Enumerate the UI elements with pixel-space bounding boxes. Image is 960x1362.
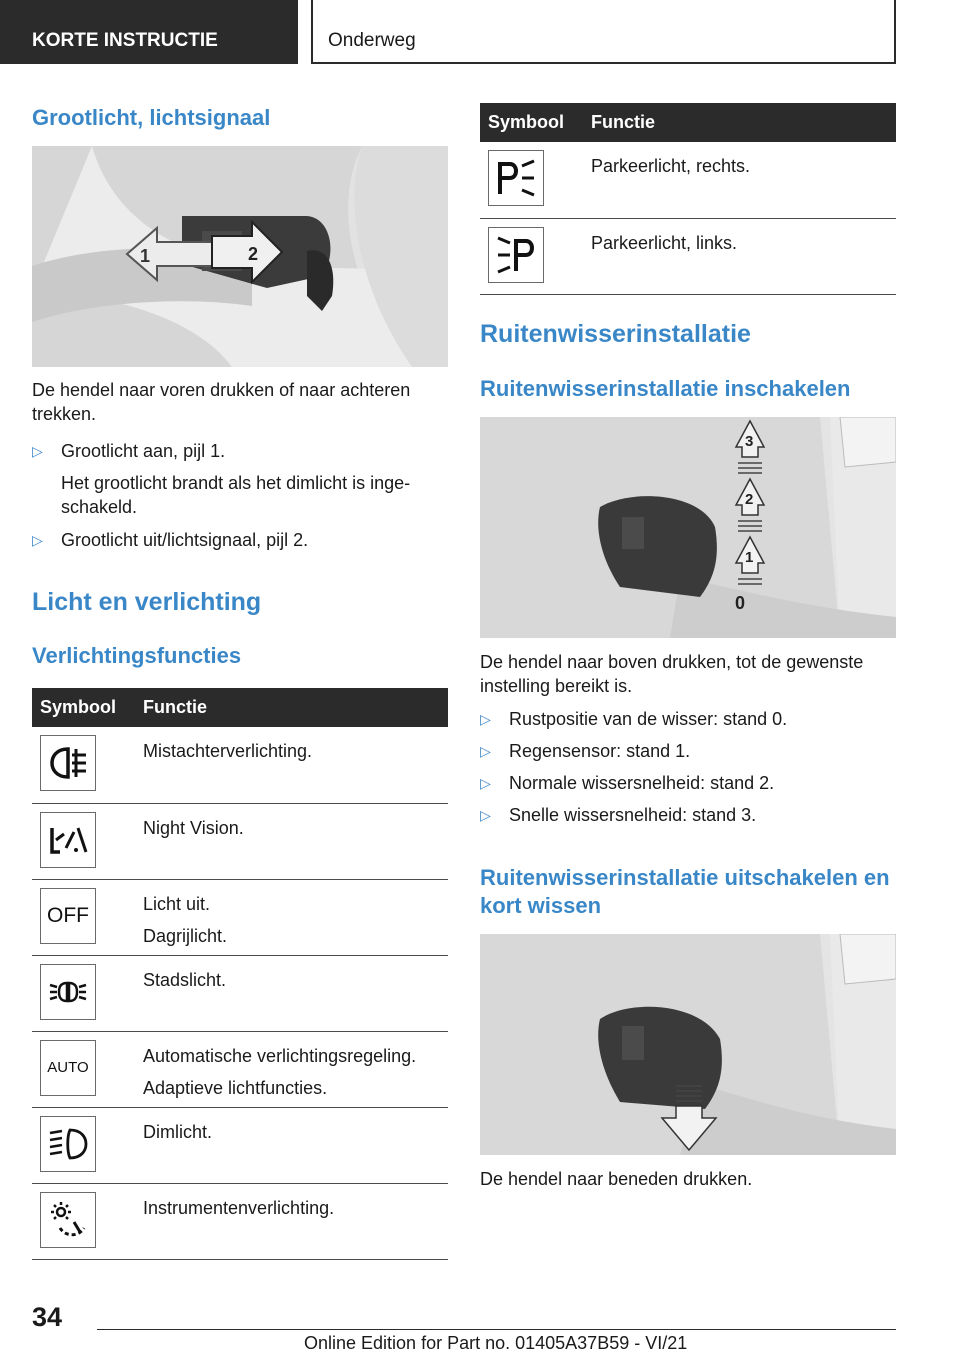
parking-lights-icon [40, 964, 96, 1020]
photo-arrow-label-2: 2 [248, 244, 259, 264]
row-text: Adaptieve lichtfuncties. [143, 1077, 328, 1098]
bullet-highbeam-off [32, 528, 448, 552]
page-number: 34 [32, 1302, 63, 1332]
table-row [32, 955, 448, 1031]
photo-position-2: 2 [745, 491, 754, 508]
bullet-triangle-icon: ▷ [32, 532, 43, 548]
bullet-wiper-0 [480, 707, 896, 731]
header-chapter-label: Onderweg [328, 30, 416, 51]
rear-fog-light-icon [40, 735, 96, 791]
light-symbols-table [32, 688, 448, 1260]
photo-position-0: 0 [735, 593, 746, 613]
table-row [32, 727, 448, 803]
wiper-down-illustration [480, 934, 896, 1155]
parking-light-left-icon [488, 227, 544, 283]
bullet-text: Rustpositie van de wisser: stand 0. [509, 709, 788, 729]
bullet-wiper-3 [480, 803, 896, 827]
table-row [480, 142, 896, 218]
heading-highbeam: Grootlicht, lichtsignaal [32, 105, 271, 130]
wiper-lever-illustration [480, 417, 896, 638]
col-header-function: Functie [134, 688, 448, 727]
row-text: Stadslicht. [143, 969, 227, 990]
row-text: Instrumentenverlichting. [143, 1197, 335, 1218]
parking-symbols-table [480, 103, 896, 295]
para-wiper-up: De hendel naar boven drukken, tot de gewenste instelling bereikt is. [480, 652, 864, 696]
para-lever: De hendel naar voren drukken of naar achteren trekken. [32, 380, 411, 424]
heading-wipers-off: Ruitenwisserinstallatie uitschakelen en kort wissen [480, 865, 890, 918]
bullet-highbeam-on-sub: Het grootlicht brandt als het dimlicht is inge-schakeld. [61, 473, 411, 517]
photo-wiper-on [480, 417, 896, 638]
header-section-label: KORTE INSTRUCTIE [32, 30, 218, 51]
row-text: Licht uit. [143, 893, 211, 914]
row-text: Dimlicht. [143, 1121, 213, 1142]
table-row [32, 1107, 448, 1183]
instrument-lighting-icon [40, 1192, 96, 1248]
off-icon-text: OFF [47, 903, 89, 927]
row-text: Night Vision. [143, 817, 244, 838]
night-vision-icon [40, 812, 96, 868]
footer-divider [97, 1329, 896, 1330]
photo-position-3: 3 [745, 433, 754, 450]
col-header-function: Functie [582, 103, 896, 142]
para-wiper-down: De hendel naar beneden drukken. [480, 1169, 753, 1189]
col-header-symbol: Symbool [480, 103, 582, 142]
col-header-symbol: Symbool [32, 688, 134, 727]
bullet-wiper-2 [480, 771, 896, 795]
heading-lights: Licht en verlichting [32, 588, 262, 616]
off-icon [40, 888, 96, 944]
auto-icon [40, 1040, 96, 1096]
bullet-text: Snelle wissersnelheid: stand 3. [509, 805, 757, 825]
table-row [480, 218, 896, 294]
bullet-triangle-icon: ▷ [32, 443, 43, 459]
table-row [32, 879, 448, 955]
header-chapter-tab [311, 0, 896, 64]
bullet-triangle-icon: ▷ [480, 743, 491, 759]
bullet-highbeam-on-text: Grootlicht aan, pijl 1. [61, 441, 226, 461]
photo-position-1: 1 [745, 549, 754, 566]
bullet-wiper-1 [480, 739, 896, 763]
auto-icon-text: AUTO [47, 1058, 89, 1076]
table-row [32, 803, 448, 879]
row-text: Parkeerlicht, links. [591, 232, 738, 253]
heading-wipers: Ruitenwisserinstallatie [480, 320, 751, 348]
footer-edition: Online Edition for Part no. 01405A37B59 - VI/21 [304, 1333, 688, 1353]
table-header-row [480, 103, 896, 142]
bullet-text: Regensensor: stand 1. [509, 741, 691, 761]
row-text: Dagrijlicht. [143, 925, 228, 946]
row-text: Automatische verlichtingsregeling. [143, 1045, 417, 1066]
photo-wiper-off [480, 934, 896, 1155]
photo-highbeam-lever [32, 146, 448, 367]
row-text: Parkeerlicht, rechts. [591, 156, 751, 176]
row-text: Mistachterverlichting. [143, 741, 313, 761]
table-row [32, 1031, 448, 1107]
bullet-text: Normale wissersnelheid: stand 2. [509, 773, 775, 793]
bullet-highbeam-off-text: Grootlicht uit/lichtsignaal, pijl 2. [61, 530, 309, 550]
photo-arrow-label-1: 1 [140, 246, 151, 266]
table-header-row [32, 688, 448, 727]
table-row [32, 1183, 448, 1259]
heading-light-functions: Verlichtingsfuncties [32, 643, 242, 668]
lever-illustration [32, 146, 448, 367]
bullet-triangle-icon: ▷ [480, 775, 491, 791]
bullet-triangle-icon: ▷ [480, 807, 491, 823]
low-beam-icon [40, 1116, 96, 1172]
heading-wipers-on: Ruitenwisserinstallatie inschakelen [480, 376, 851, 401]
bullet-highbeam-on [32, 439, 448, 519]
bullet-triangle-icon: ▷ [480, 711, 491, 727]
header-section-tab [0, 0, 298, 64]
parking-light-right-icon [488, 150, 544, 206]
